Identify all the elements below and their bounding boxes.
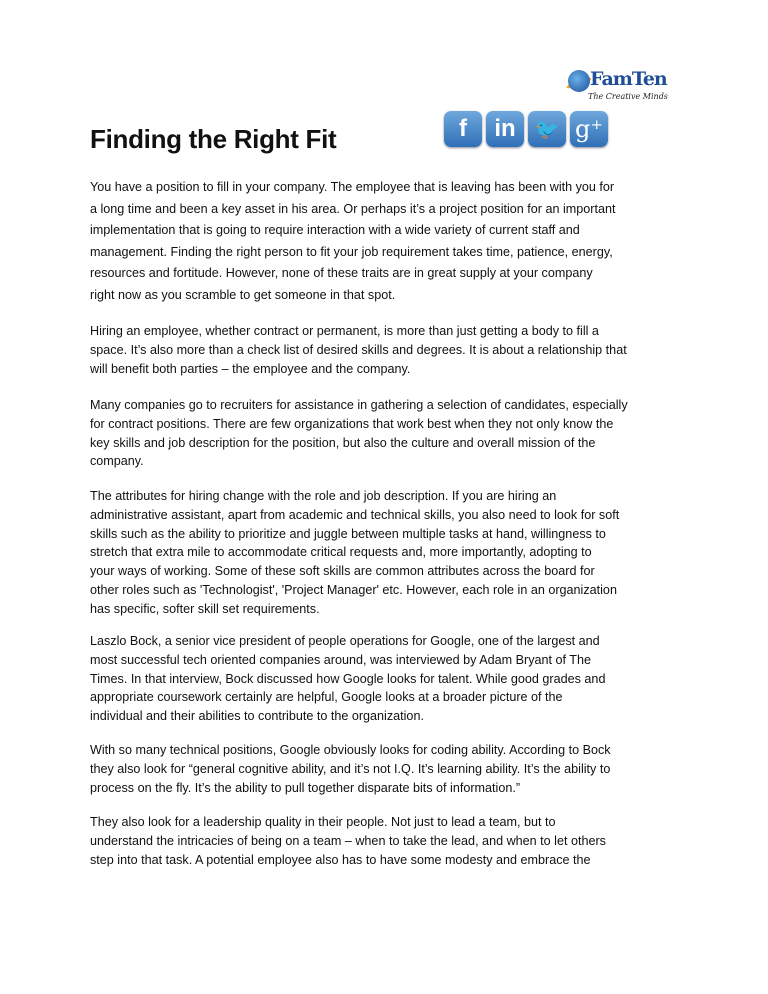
text-line: company. xyxy=(90,454,144,469)
text-line: implementation that is going to require interaction with a wide variety of current staff and xyxy=(90,223,580,237)
text-line: they also look for “general cognitive ability, and it’s not I.Q. It’s learning ability. It’s the ability to xyxy=(90,761,611,776)
text-line: right now as you scramble to get someone in that spot. xyxy=(90,287,396,302)
text-line: individual and their abilities to contribute to the organization. xyxy=(90,709,424,724)
logo-brand: FamTen xyxy=(590,68,667,90)
social-links xyxy=(444,111,608,147)
text-line: step into that task. A potential employee also has to have some modesty and embrace the xyxy=(90,852,591,867)
google-plus-icon[interactable]: g⁺ xyxy=(570,111,608,147)
text-line: With so many technical positions, Google obviously looks for coding ability. According to Bock xyxy=(90,743,611,757)
text-line: understand the intricacies of being on a team – when to take the lead, and when to let others xyxy=(90,833,606,848)
paragraph xyxy=(90,741,720,797)
text-line: administrative assistant, apart from academic and technical skills, you also need to look for soft xyxy=(90,507,620,522)
linkedin-icon[interactable]: in xyxy=(486,111,524,147)
facebook-icon[interactable]: f xyxy=(444,111,482,147)
text-line: other roles such as 'Technologist', 'Project Manager' etc. However, each role in an organization xyxy=(90,582,617,597)
logo-globe-icon xyxy=(568,70,590,92)
text-line: You have a position to fill in your company. The employee that is leaving has been with you for xyxy=(90,180,615,194)
paragraph xyxy=(90,322,720,378)
text-line: management. Finding the right person to fit your job requirement takes time, patience, energy, xyxy=(90,244,613,259)
text-line: Hiring an employee, whether contract or permanent, is more than just getting a body to fill a xyxy=(90,324,599,338)
text-line: The attributes for hiring change with the role and job description. If you are hiring an xyxy=(90,489,557,503)
text-line: Times. In that interview, Bock discussed how Google looks for talent. While good grades and xyxy=(90,671,606,686)
paragraph xyxy=(90,177,720,306)
page-title: Finding the Right Fit xyxy=(90,124,337,154)
famten-logo xyxy=(566,68,686,108)
text-line: for contract positions. There are few organizations that work best when they not only know the xyxy=(90,416,614,431)
text-line: process on the fly. It’s the ability to pull together disparate bits of information.” xyxy=(90,780,521,795)
text-line: has specific, softer skill set requirements. xyxy=(90,601,320,616)
paragraph xyxy=(90,396,720,471)
text-line: stretch that extra mile to accommodate critical requests and, more importantly, adopting to xyxy=(90,545,592,560)
text-line: a long time and been a key asset in his area. Or perhaps it’s a project position for an important xyxy=(90,201,616,216)
twitter-icon[interactable]: 🐦 xyxy=(528,111,566,147)
text-line: resources and fortitude. However, none of these traits are in great supply at your company xyxy=(90,266,593,280)
text-line: space. It’s also more than a check list of desired skills and degrees. It is about a relationship that xyxy=(90,342,627,357)
text-line: will benefit both parties – the employee and the company. xyxy=(90,361,411,376)
paragraph xyxy=(90,487,720,619)
text-line: Many companies go to recruiters for assistance in gathering a selection of candidates, especially xyxy=(90,398,628,412)
text-line: your ways of working. Some of these soft skills are common attributes across the board for xyxy=(90,564,595,579)
text-line: appropriate coursework certainly are helpful, Google looks at a broader picture of the xyxy=(90,690,563,705)
text-line: skills such as the ability to prioritize and juggle between multiple tasks at hand, willingness to xyxy=(90,526,606,541)
text-line: most successful tech oriented companies around, was interviewed by Adam Bryant of The xyxy=(90,652,591,667)
logo-tagline: The Creative Minds xyxy=(588,92,668,101)
paragraph xyxy=(90,632,720,726)
text-line: key skills and job description for the position, but also the culture and overall mission of the xyxy=(90,435,596,450)
paragraph xyxy=(90,813,720,869)
text-line: They also look for a leadership quality in their people. Not just to lead a team, but to xyxy=(90,815,556,829)
text-line: Laszlo Bock, a senior vice president of people operations for Google, one of the largest and xyxy=(90,634,600,648)
